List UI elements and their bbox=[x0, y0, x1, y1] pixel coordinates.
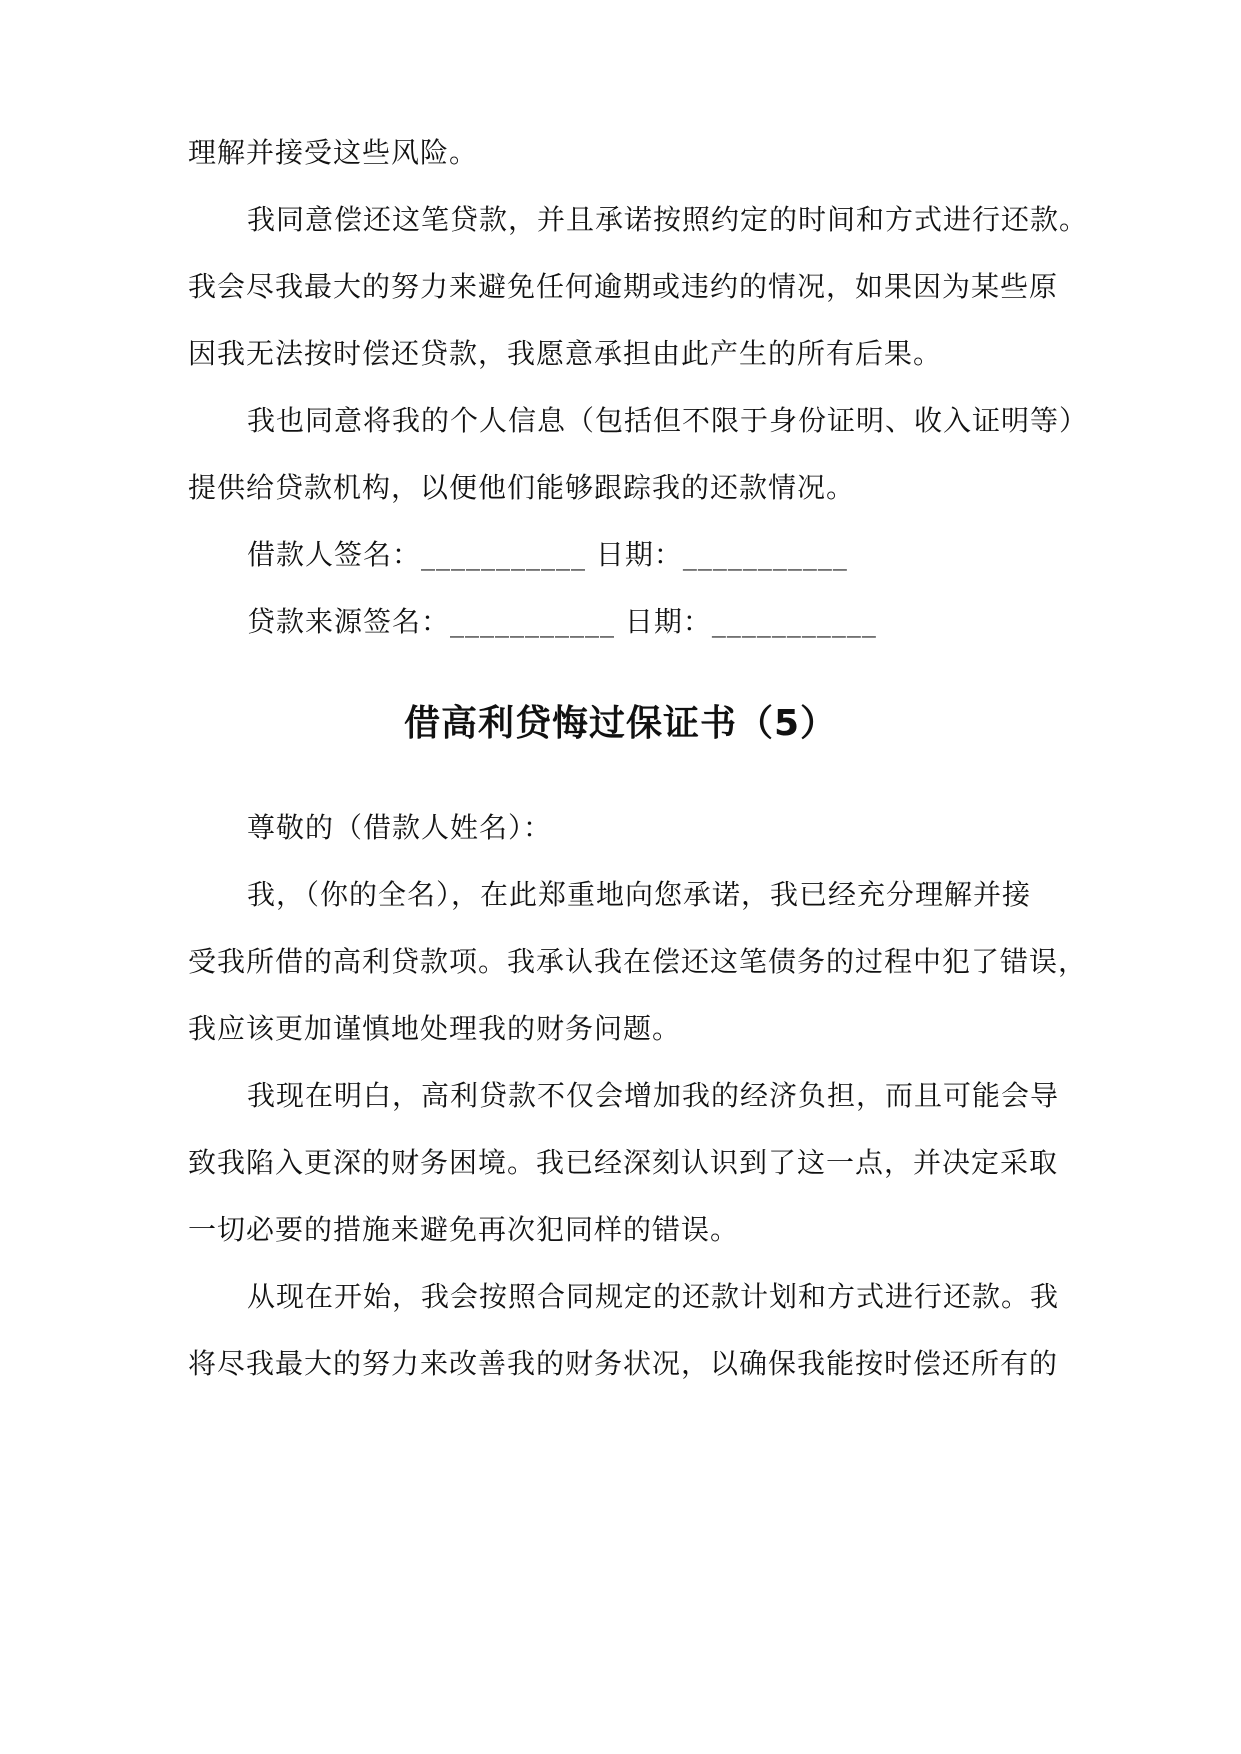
paragraph-line: 从现在开始，我会按照合同规定的还款计划和方式进行还款。我 bbox=[247, 1280, 1060, 1313]
section-title: 借高利贷悔过保证书（5） bbox=[403, 703, 838, 744]
paragraph-line: 一切必要的措施来避免再次犯同样的错误。 bbox=[188, 1213, 740, 1246]
paragraph-line: 理解并接受这些风险。 bbox=[188, 136, 479, 169]
paragraph-line: 因我无法按时偿还贷款，我愿意承担由此产生的所有后果。 bbox=[188, 337, 943, 370]
paragraph-line: 我同意偿还这笔贷款，并且承诺按照约定的时间和方式进行还款。 bbox=[247, 203, 1089, 236]
borrower-signature-line: 借款人签名：___________ 日期：___________ bbox=[247, 538, 848, 571]
paragraph-line: 我现在明白，高利贷款不仅会增加我的经济负担，而且可能会导 bbox=[247, 1079, 1060, 1112]
paragraph-line: 将尽我最大的努力来改善我的财务状况，以确保我能按时偿还所有的 bbox=[188, 1347, 1059, 1380]
paragraph-line: 受我所借的高利贷款项。我承认我在偿还这笔债务的过程中犯了错误， bbox=[188, 945, 1088, 978]
salutation: 尊敬的（借款人姓名）： bbox=[247, 811, 553, 844]
paragraph-line: 我，（你的全名），在此郑重地向您承诺，我已经充分理解并接 bbox=[247, 878, 1032, 911]
paragraph-line: 提供给贷款机构，以便他们能够跟踪我的还款情况。 bbox=[188, 471, 856, 504]
paragraph-line: 致我陷入更深的财务困境。我已经深刻认识到了这一点，并决定采取 bbox=[188, 1146, 1059, 1179]
lender-signature-line: 贷款来源签名：___________ 日期：___________ bbox=[247, 605, 877, 638]
paragraph-line: 我会尽我最大的努力来避免任何逾期或违约的情况，如果因为某些原 bbox=[188, 270, 1059, 303]
paragraph-line: 我也同意将我的个人信息（包括但不限于身份证明、收入证明等） bbox=[247, 404, 1089, 437]
paragraph-line: 我应该更加谨慎地处理我的财务问题。 bbox=[188, 1012, 682, 1045]
